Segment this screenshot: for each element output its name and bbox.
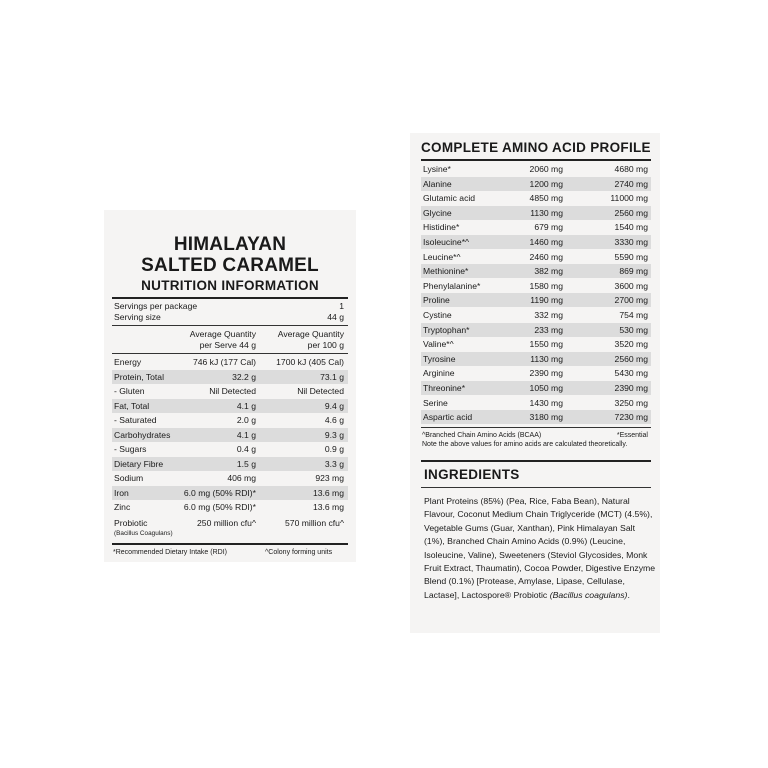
- amino-per-serve: 4850 mg: [529, 193, 563, 204]
- amino-row: [421, 396, 651, 410]
- ingredients-heading: INGREDIENTS: [424, 467, 520, 482]
- per-100g-value: Nil Detected: [297, 386, 344, 396]
- nutrient-name: Fat, Total: [114, 400, 150, 411]
- probiotic-a: 250 million cfu^: [197, 518, 256, 528]
- nutrient-name: - Saturated: [114, 415, 157, 425]
- per-serve-value: 0.4 g: [236, 444, 256, 454]
- amino-name: Leucine*^: [423, 251, 461, 262]
- amino-row: [421, 191, 651, 205]
- col-a-header: Average Quantity: [189, 329, 256, 339]
- amino-per-100g: 5590 mg: [614, 251, 648, 262]
- nutrition-row: [112, 355, 348, 369]
- amino-per-100g: 2740 mg: [614, 178, 648, 189]
- amino-per-100g: 1540 mg: [614, 222, 648, 233]
- per-100g-value: 9.4 g: [324, 400, 344, 411]
- divider: [112, 325, 348, 326]
- amino-per-serve: 3180 mg: [529, 412, 563, 423]
- probiotic-row: [112, 516, 348, 542]
- divider: [112, 543, 348, 545]
- amino-row: [421, 323, 651, 337]
- col-b-header: Average Quantity: [277, 329, 344, 339]
- per-100g-value: 3.3 g: [324, 458, 344, 469]
- per-serve-value: 6.0 mg (50% RDI)*: [183, 487, 256, 498]
- note-theoretical: Note the above values for amino acids are calculated theoretically.: [422, 441, 628, 448]
- amino-name: Tyrosine: [423, 353, 456, 364]
- nutrient-name: - Gluten: [114, 386, 145, 396]
- amino-name: Glutamic acid: [423, 193, 476, 204]
- amino-per-serve: 1190 mg: [530, 295, 563, 306]
- per-serve-value: Nil Detected: [209, 386, 256, 396]
- amino-per-100g: 2560 mg: [614, 353, 648, 364]
- per-serve-value: 746 kJ (177 Cal): [192, 357, 256, 367]
- nutrition-heading: NUTRITION INFORMATION: [141, 278, 319, 293]
- product-title-line2: SALTED CARAMEL: [141, 255, 319, 276]
- ingredients-italic: (Bacillus coagulans): [549, 589, 628, 600]
- amino-per-100g: 3330 mg: [614, 237, 648, 247]
- amino-per-100g: 869 mg: [619, 266, 648, 277]
- amino-per-serve: 1550 mg: [529, 339, 563, 350]
- amino-row: [421, 293, 651, 307]
- amino-name: Proline: [423, 295, 450, 306]
- amino-name: Arginine: [423, 368, 455, 379]
- per-100g-value: 9.3 g: [324, 429, 344, 440]
- amino-per-serve: 679 mg: [534, 222, 563, 233]
- amino-per-100g: 11000 mg: [610, 193, 648, 204]
- divider: [112, 353, 348, 354]
- amino-per-100g: 3520 mg: [614, 339, 648, 350]
- divider: [421, 427, 651, 428]
- per-serve-value: 2.0 g: [236, 415, 256, 425]
- amino-row: [421, 308, 651, 322]
- amino-per-100g: 4680 mg: [614, 164, 648, 174]
- divider: [421, 487, 651, 488]
- nutrition-row: [112, 500, 348, 514]
- amino-name: Tryptophan*: [423, 324, 470, 335]
- servings-label: Servings per package: [114, 301, 198, 311]
- amino-name: Valine*^: [423, 339, 454, 350]
- amino-row: [421, 279, 651, 293]
- amino-per-100g: 5430 mg: [614, 368, 648, 379]
- serving-size-row: [112, 310, 348, 324]
- ingredients-body: Plant Proteins (85%) (Pea, Rice, Faba Bean), Natural Flavour, Coconut Medium Chain Triglyceride (MCT) (4.5%), Vegetable Gums (Guar, Xanthan), Pink Himalayan Salt (1%), Branched Chain Amino Acids (0.9%) (Leucine, Isoleucine, Valine), Sweeteners (Steviol Glycosides, Monk Fruit Extract, Thaumatin), Cocoa Powder, Digestive Enzyme Blend (0.1%) [Protease, Amylase, Lipase, Cellulase, Lactase], Lactospore®: [424, 496, 656, 600]
- amino-name: Glycine: [423, 207, 452, 218]
- amino-per-serve: 332 mg: [534, 310, 563, 320]
- per-100g-value: 0.9 g: [324, 444, 344, 454]
- ingredients-end: .: [627, 589, 630, 600]
- amino-per-serve: 2390 mg: [529, 368, 563, 379]
- amino-per-serve: 1200 mg: [529, 178, 563, 189]
- amino-row: [421, 337, 651, 351]
- amino-name: Threonine*: [423, 383, 466, 393]
- amino-per-serve: 2460 mg: [529, 251, 563, 262]
- amino-per-100g: 7230 mg: [614, 412, 648, 423]
- amino-name: Cystine: [423, 310, 452, 320]
- ingredients-text: [424, 495, 656, 602]
- nutrient-name: Sodium: [114, 473, 144, 483]
- amino-name: Isoleucine*^: [423, 237, 470, 247]
- amino-name: Histidine*: [423, 222, 460, 233]
- amino-row: [421, 352, 651, 366]
- note-bcaa: ^Branched Chain Amino Acids (BCAA): [422, 432, 542, 439]
- divider: [421, 460, 651, 462]
- nutrition-row: [112, 471, 348, 485]
- amino-per-serve: 2060 mg: [529, 164, 563, 174]
- serving-size-value: 44 g: [327, 312, 344, 322]
- ingredients-tail: Probiotic: [511, 589, 550, 600]
- per-100g-value: 13.6 mg: [312, 502, 344, 512]
- per-100g-value: 73.1 g: [320, 371, 344, 382]
- amino-row: [421, 220, 651, 234]
- per-100g-value: 13.6 mg: [312, 487, 344, 498]
- nutrition-row: [112, 428, 348, 442]
- amino-per-serve: 1130 mg: [530, 353, 563, 364]
- amino-name: Phenylalanine*: [423, 280, 481, 291]
- amino-per-100g: 2390 mg: [614, 383, 648, 393]
- probiotic-sub: (Bacillus Coagulans): [114, 530, 173, 537]
- footnote-rdi: *Recommended Dietary Intake (RDI): [113, 549, 227, 556]
- amino-name: Serine: [423, 397, 448, 408]
- column-header-row: [112, 338, 348, 352]
- nutrient-name: Carbohydrates: [114, 429, 171, 440]
- per-serve-value: 4.1 g: [236, 429, 256, 440]
- amino-row: [421, 206, 651, 220]
- nutrition-row: [112, 442, 348, 456]
- nutrition-row: [112, 486, 348, 500]
- amino-row: [421, 264, 651, 278]
- amino-row: [421, 366, 651, 380]
- amino-per-serve: 1430 mg: [529, 397, 563, 408]
- amino-per-serve: 1460 mg: [529, 237, 563, 247]
- nutrient-name: Energy: [114, 357, 142, 367]
- amino-row: [421, 410, 651, 424]
- amino-per-serve: 233 mg: [534, 324, 563, 335]
- amino-per-100g: 530 mg: [619, 324, 648, 335]
- amino-per-100g: 3600 mg: [614, 280, 648, 291]
- nutrient-name: Dietary Fibre: [114, 458, 164, 469]
- serving-size-label: Serving size: [114, 312, 161, 322]
- divider: [421, 159, 651, 161]
- nutrition-row: [112, 399, 348, 413]
- amino-name: Methionine*: [423, 266, 469, 277]
- amino-name: Alanine: [423, 178, 452, 189]
- probiotic-label: Probiotic: [114, 518, 148, 528]
- footnote-cfu: ^Colony forming units: [265, 549, 333, 556]
- amino-name: Aspartic acid: [423, 412, 473, 423]
- nutrient-name: - Sugars: [114, 444, 147, 454]
- amino-row: [421, 250, 651, 264]
- per-100g-value: 4.6 g: [324, 415, 344, 425]
- nutrient-name: Zinc: [114, 502, 131, 512]
- per-serve-value: 1.5 g: [236, 458, 256, 469]
- amino-name: Lysine*: [423, 164, 451, 174]
- nutrition-row: [112, 413, 348, 427]
- nutrition-row: [112, 370, 348, 384]
- note-essential: *Essential: [616, 432, 648, 439]
- amino-per-100g: 2700 mg: [614, 295, 648, 306]
- amino-row: [421, 381, 651, 395]
- per-serve-value: 406 mg: [227, 473, 256, 483]
- per-serve-value: 6.0 mg (50% RDI)*: [183, 502, 256, 512]
- per-100g-value: 923 mg: [315, 473, 344, 483]
- amino-per-serve: 382 mg: [534, 266, 563, 277]
- nutrition-row: [112, 457, 348, 471]
- amino-row: [421, 235, 651, 249]
- probiotic-b: 570 million cfu^: [285, 518, 344, 528]
- col-a-subheader: per Serve 44 g: [199, 340, 256, 350]
- nutrition-row: [112, 384, 348, 398]
- nutrient-name: Protein, Total: [114, 371, 165, 382]
- amino-per-serve: 1580 mg: [529, 280, 563, 291]
- product-title-line1: HIMALAYAN: [173, 234, 287, 255]
- amino-per-100g: 754 mg: [619, 310, 648, 320]
- col-b-subheader: per 100 g: [307, 340, 344, 350]
- per-100g-value: 1700 kJ (405 Cal): [276, 357, 344, 367]
- amino-per-serve: 1050 mg: [529, 383, 563, 393]
- amino-per-serve: 1130 mg: [530, 207, 563, 218]
- per-serve-value: 32.2 g: [232, 371, 256, 382]
- amino-heading: COMPLETE AMINO ACID PROFILE: [421, 140, 651, 155]
- per-serve-value: 4.1 g: [236, 400, 256, 411]
- amino-per-100g: 3250 mg: [614, 397, 648, 408]
- servings-value: 1: [339, 301, 344, 311]
- amino-per-100g: 2560 mg: [614, 207, 648, 218]
- amino-row: [421, 162, 651, 176]
- amino-row: [421, 177, 651, 191]
- nutrient-name: Iron: [114, 487, 129, 498]
